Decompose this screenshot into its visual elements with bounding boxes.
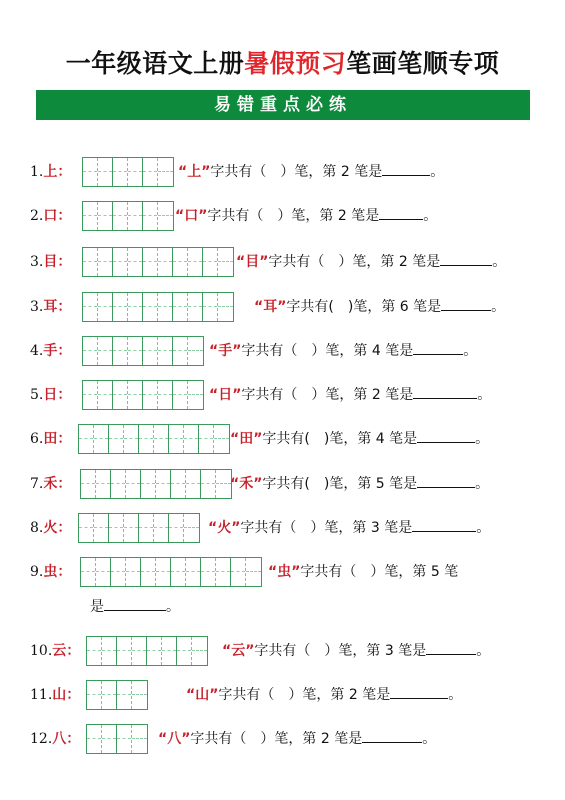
answer-blank[interactable] [426, 641, 476, 655]
sentence-end: 。 [463, 343, 478, 359]
grid-cell [218, 293, 233, 321]
grid-cell [124, 514, 139, 542]
grid-cell [109, 425, 124, 453]
item-character: 云： [52, 643, 81, 659]
item-character: 山： [52, 687, 81, 703]
stroke-count-prompt: 字共有（ [254, 643, 325, 659]
item-character: 上： [43, 164, 72, 180]
grid-cell [79, 425, 94, 453]
exercise-row [0, 677, 565, 713]
item-number [30, 677, 80, 713]
grid-cell [156, 470, 171, 498]
answer-blank[interactable] [441, 297, 491, 311]
grid-cell [113, 158, 128, 186]
grid-cell [154, 425, 169, 453]
grid-cell [98, 158, 113, 186]
grid-cell [117, 681, 132, 709]
quoted-character: “虫” [268, 564, 301, 580]
exercise-row [0, 721, 565, 757]
sentence-end: 。 [491, 299, 506, 315]
grid-cell [162, 637, 177, 665]
grid-cell [188, 337, 203, 365]
grid-cell [94, 514, 109, 542]
stroke-order-prompt: ）笔，第 2 笔是 [288, 687, 391, 703]
item-index: 10. [30, 643, 53, 659]
answer-blank[interactable] [362, 729, 422, 743]
grid-cell [143, 293, 158, 321]
stroke-count-prompt: 字共有（ [210, 164, 281, 180]
grid-cell [96, 470, 111, 498]
item-number [30, 466, 71, 502]
question-continuation [90, 592, 180, 622]
item-number [30, 721, 80, 757]
question-text [158, 721, 436, 757]
item-index: 3. [30, 299, 44, 315]
grid-cell [111, 558, 126, 586]
grid-cell [141, 470, 156, 498]
grid-cell [83, 293, 98, 321]
grid-cell [113, 337, 128, 365]
grid-cell [81, 470, 96, 498]
stroke-order-prompt: )笔，第 4 笔是 [323, 431, 418, 447]
grid-cell [201, 558, 216, 586]
grid-cell [87, 725, 102, 753]
sentence-end: 。 [430, 164, 445, 180]
grid-cell [102, 637, 117, 665]
writing-grid[interactable] [86, 680, 148, 710]
item-number [30, 377, 71, 413]
quoted-character: “目” [236, 254, 269, 270]
grid-cell [87, 681, 102, 709]
item-number [30, 289, 71, 325]
grid-cell [113, 202, 128, 230]
stroke-count-prompt: 字共有（ [240, 520, 311, 536]
answer-blank[interactable] [413, 385, 477, 399]
sentence-end: 。 [422, 731, 437, 747]
stroke-count-prompt: 字共有( [262, 431, 324, 447]
item-number [30, 633, 80, 669]
grid-cell [98, 248, 113, 276]
item-index: 5. [30, 387, 44, 403]
sentence-end: 。 [476, 643, 491, 659]
item-index: 7. [30, 476, 44, 492]
grid-cell [158, 202, 173, 230]
grid-cell [218, 248, 233, 276]
exercise-row [0, 377, 565, 413]
title-part1: 一年级语文上册 [65, 49, 245, 78]
grid-cell [216, 470, 231, 498]
grid-cell [113, 381, 128, 409]
item-character: 手： [43, 343, 72, 359]
grid-cell [246, 558, 261, 586]
item-index: 6. [30, 431, 44, 447]
grid-cell [83, 337, 98, 365]
grid-cell [143, 158, 158, 186]
quoted-character: “田” [230, 431, 263, 447]
answer-blank[interactable] [390, 685, 448, 699]
grid-cell [216, 558, 231, 586]
stroke-order-prompt: ）笔，第 3 笔是 [310, 520, 413, 536]
grid-cell [128, 381, 143, 409]
quoted-character: “禾” [230, 476, 263, 492]
sentence-end: 。 [448, 687, 463, 703]
writing-grid[interactable] [82, 247, 234, 277]
grid-cell [128, 202, 143, 230]
stroke-order-prompt: ）笔，第 2 笔是 [280, 164, 383, 180]
item-index: 4. [30, 343, 44, 359]
exercise-row [0, 244, 565, 280]
grid-cell [83, 202, 98, 230]
item-index: 2. [30, 208, 44, 224]
grid-cell [79, 514, 94, 542]
stroke-order-prompt: )笔，第 6 笔是 [347, 299, 442, 315]
answer-blank[interactable] [440, 252, 492, 266]
grid-cell [158, 337, 173, 365]
item-number [30, 154, 71, 190]
exercise-row [0, 421, 565, 457]
grid-cell [124, 425, 139, 453]
quoted-character: “火” [208, 520, 241, 536]
title-part3: 笔画笔顺专项 [346, 49, 500, 78]
writing-grid[interactable] [80, 557, 262, 587]
grid-cell [113, 248, 128, 276]
title-highlight: 暑假预习 [244, 49, 347, 78]
section-banner: 易错重点必练 [36, 90, 530, 120]
exercise-row [0, 289, 565, 325]
grid-cell [173, 381, 188, 409]
writing-grid[interactable] [82, 380, 204, 410]
grid-cell [156, 558, 171, 586]
grid-cell [188, 248, 203, 276]
stroke-count-prompt: 字共有（ [268, 254, 339, 270]
sentence-end: 。 [477, 387, 492, 403]
sentence-end: 。 [166, 599, 180, 615]
grid-cell [173, 248, 188, 276]
exercise-row [0, 154, 565, 190]
grid-cell [98, 337, 113, 365]
grid-cell [184, 514, 199, 542]
grid-cell [186, 470, 201, 498]
grid-cell [143, 202, 158, 230]
grid-cell [158, 381, 173, 409]
sentence-end: 。 [476, 520, 491, 536]
question-text [230, 466, 489, 502]
grid-cell [171, 470, 186, 498]
grid-cell [111, 470, 126, 498]
item-character: 火： [43, 520, 72, 536]
grid-cell [203, 248, 218, 276]
grid-cell [214, 425, 229, 453]
stroke-count-prompt: 字共有( [262, 476, 324, 492]
grid-cell [126, 470, 141, 498]
item-index: 3. [30, 254, 44, 270]
exercise-row [0, 510, 565, 546]
grid-cell [98, 293, 113, 321]
grid-cell [81, 558, 96, 586]
sentence-end: 。 [475, 476, 490, 492]
sentence-end: 。 [475, 431, 490, 447]
answer-blank[interactable] [413, 341, 463, 355]
quoted-character: “日” [209, 387, 242, 403]
answer-blank[interactable] [382, 162, 430, 176]
item-character: 日： [43, 387, 72, 403]
writing-grid[interactable] [82, 157, 174, 187]
answer-blank[interactable] [104, 597, 166, 611]
grid-cell [128, 293, 143, 321]
exercise-row [0, 554, 565, 590]
item-character: 八： [52, 731, 81, 747]
quoted-character: “山” [186, 687, 219, 703]
item-character: 田： [43, 431, 72, 447]
quoted-character: “手” [209, 343, 242, 359]
question-text [236, 244, 506, 280]
continuation-text: 是 [90, 599, 104, 615]
stroke-order-prompt: ）笔，第 2 笔是 [277, 208, 380, 224]
stroke-order-prompt: ）笔，第 2 笔是 [311, 387, 414, 403]
stroke-count-prompt: 字共有（ [207, 208, 278, 224]
question-text [230, 421, 489, 457]
grid-cell [132, 681, 147, 709]
question-text [209, 333, 477, 369]
item-character: 口： [43, 208, 72, 224]
item-character: 目： [43, 254, 72, 270]
grid-cell [203, 293, 218, 321]
grid-cell [169, 425, 184, 453]
question-text [254, 289, 505, 325]
writing-grid[interactable] [86, 724, 148, 754]
grid-cell [96, 558, 111, 586]
grid-cell [192, 637, 207, 665]
answer-blank[interactable] [417, 429, 475, 443]
exercise-row [0, 198, 565, 234]
grid-cell [158, 158, 173, 186]
grid-cell [186, 558, 201, 586]
grid-cell [147, 637, 162, 665]
stroke-order-prompt: ）笔，第 2 笔是 [338, 254, 441, 270]
grid-cell [98, 381, 113, 409]
stroke-order-prompt: ）笔，第 2 笔是 [260, 731, 363, 747]
grid-cell [177, 637, 192, 665]
sentence-end: 。 [492, 254, 507, 270]
item-index: 1. [30, 164, 44, 180]
item-character: 耳： [43, 299, 72, 315]
exercise-row [0, 466, 565, 502]
item-number [30, 554, 71, 590]
quoted-character: “八” [158, 731, 191, 747]
grid-cell [139, 514, 154, 542]
stroke-count-prompt: 字共有（ [300, 564, 371, 580]
item-number [30, 421, 71, 457]
exercise-row [0, 633, 565, 669]
grid-cell [158, 248, 173, 276]
writing-grid[interactable] [78, 513, 200, 543]
grid-cell [143, 337, 158, 365]
stroke-order-prompt: ）笔，第 4 笔是 [311, 343, 414, 359]
grid-cell [83, 158, 98, 186]
writing-grid[interactable] [80, 469, 232, 499]
stroke-order-prompt: )笔，第 5 笔是 [323, 476, 418, 492]
writing-grid[interactable] [86, 636, 208, 666]
item-number [30, 333, 71, 369]
sentence-end: 。 [423, 208, 438, 224]
answer-blank[interactable] [412, 518, 476, 532]
grid-cell [171, 558, 186, 586]
grid-cell [83, 248, 98, 276]
grid-cell [173, 293, 188, 321]
grid-cell [201, 470, 216, 498]
stroke-count-prompt: 字共有（ [218, 687, 289, 703]
item-index: 9. [30, 564, 44, 580]
writing-grid[interactable] [82, 336, 204, 366]
question-text [222, 633, 490, 669]
grid-cell [132, 637, 147, 665]
stroke-order-prompt: ）笔，第 5 笔 [370, 564, 459, 580]
grid-cell [143, 381, 158, 409]
grid-cell [158, 293, 173, 321]
grid-cell [94, 425, 109, 453]
writing-grid[interactable] [82, 201, 174, 231]
grid-cell [87, 637, 102, 665]
writing-grid[interactable] [78, 424, 230, 454]
quoted-character: “口” [175, 208, 208, 224]
item-number [30, 244, 71, 280]
question-text [208, 510, 490, 546]
quoted-character: “耳” [254, 299, 287, 315]
stroke-count-prompt: 字共有（ [241, 387, 312, 403]
grid-cell [126, 558, 141, 586]
item-character: 禾： [43, 476, 72, 492]
grid-cell [132, 725, 147, 753]
grid-cell [113, 293, 128, 321]
quoted-character: “上” [178, 164, 211, 180]
item-index: 8. [30, 520, 44, 536]
question-text [268, 554, 458, 590]
grid-cell [102, 681, 117, 709]
page-title [0, 44, 565, 80]
grid-cell [139, 425, 154, 453]
grid-cell [141, 558, 156, 586]
item-index: 12. [30, 731, 53, 747]
grid-cell [143, 248, 158, 276]
grid-cell [109, 514, 124, 542]
writing-grid[interactable] [82, 292, 234, 322]
grid-cell [128, 248, 143, 276]
grid-cell [188, 381, 203, 409]
grid-cell [117, 725, 132, 753]
grid-cell [154, 514, 169, 542]
item-number [30, 510, 71, 546]
grid-cell [231, 558, 246, 586]
answer-blank[interactable] [379, 206, 423, 220]
question-text [175, 198, 437, 234]
grid-cell [98, 202, 113, 230]
grid-cell [128, 158, 143, 186]
grid-cell [102, 725, 117, 753]
stroke-order-prompt: ）笔，第 3 笔是 [324, 643, 427, 659]
stroke-count-prompt: 字共有( [286, 299, 348, 315]
question-text [178, 154, 444, 190]
answer-blank[interactable] [417, 474, 475, 488]
grid-cell [128, 337, 143, 365]
item-index: 11. [30, 687, 53, 703]
grid-cell [199, 425, 214, 453]
stroke-count-prompt: 字共有（ [190, 731, 261, 747]
grid-cell [117, 637, 132, 665]
quoted-character: “云” [222, 643, 255, 659]
grid-cell [188, 293, 203, 321]
grid-cell [173, 337, 188, 365]
item-number [30, 198, 71, 234]
exercise-row [0, 333, 565, 369]
grid-cell [169, 514, 184, 542]
question-text [209, 377, 491, 413]
item-character: 虫： [43, 564, 72, 580]
stroke-count-prompt: 字共有（ [241, 343, 312, 359]
grid-cell [83, 381, 98, 409]
grid-cell [184, 425, 199, 453]
question-text [186, 677, 462, 713]
